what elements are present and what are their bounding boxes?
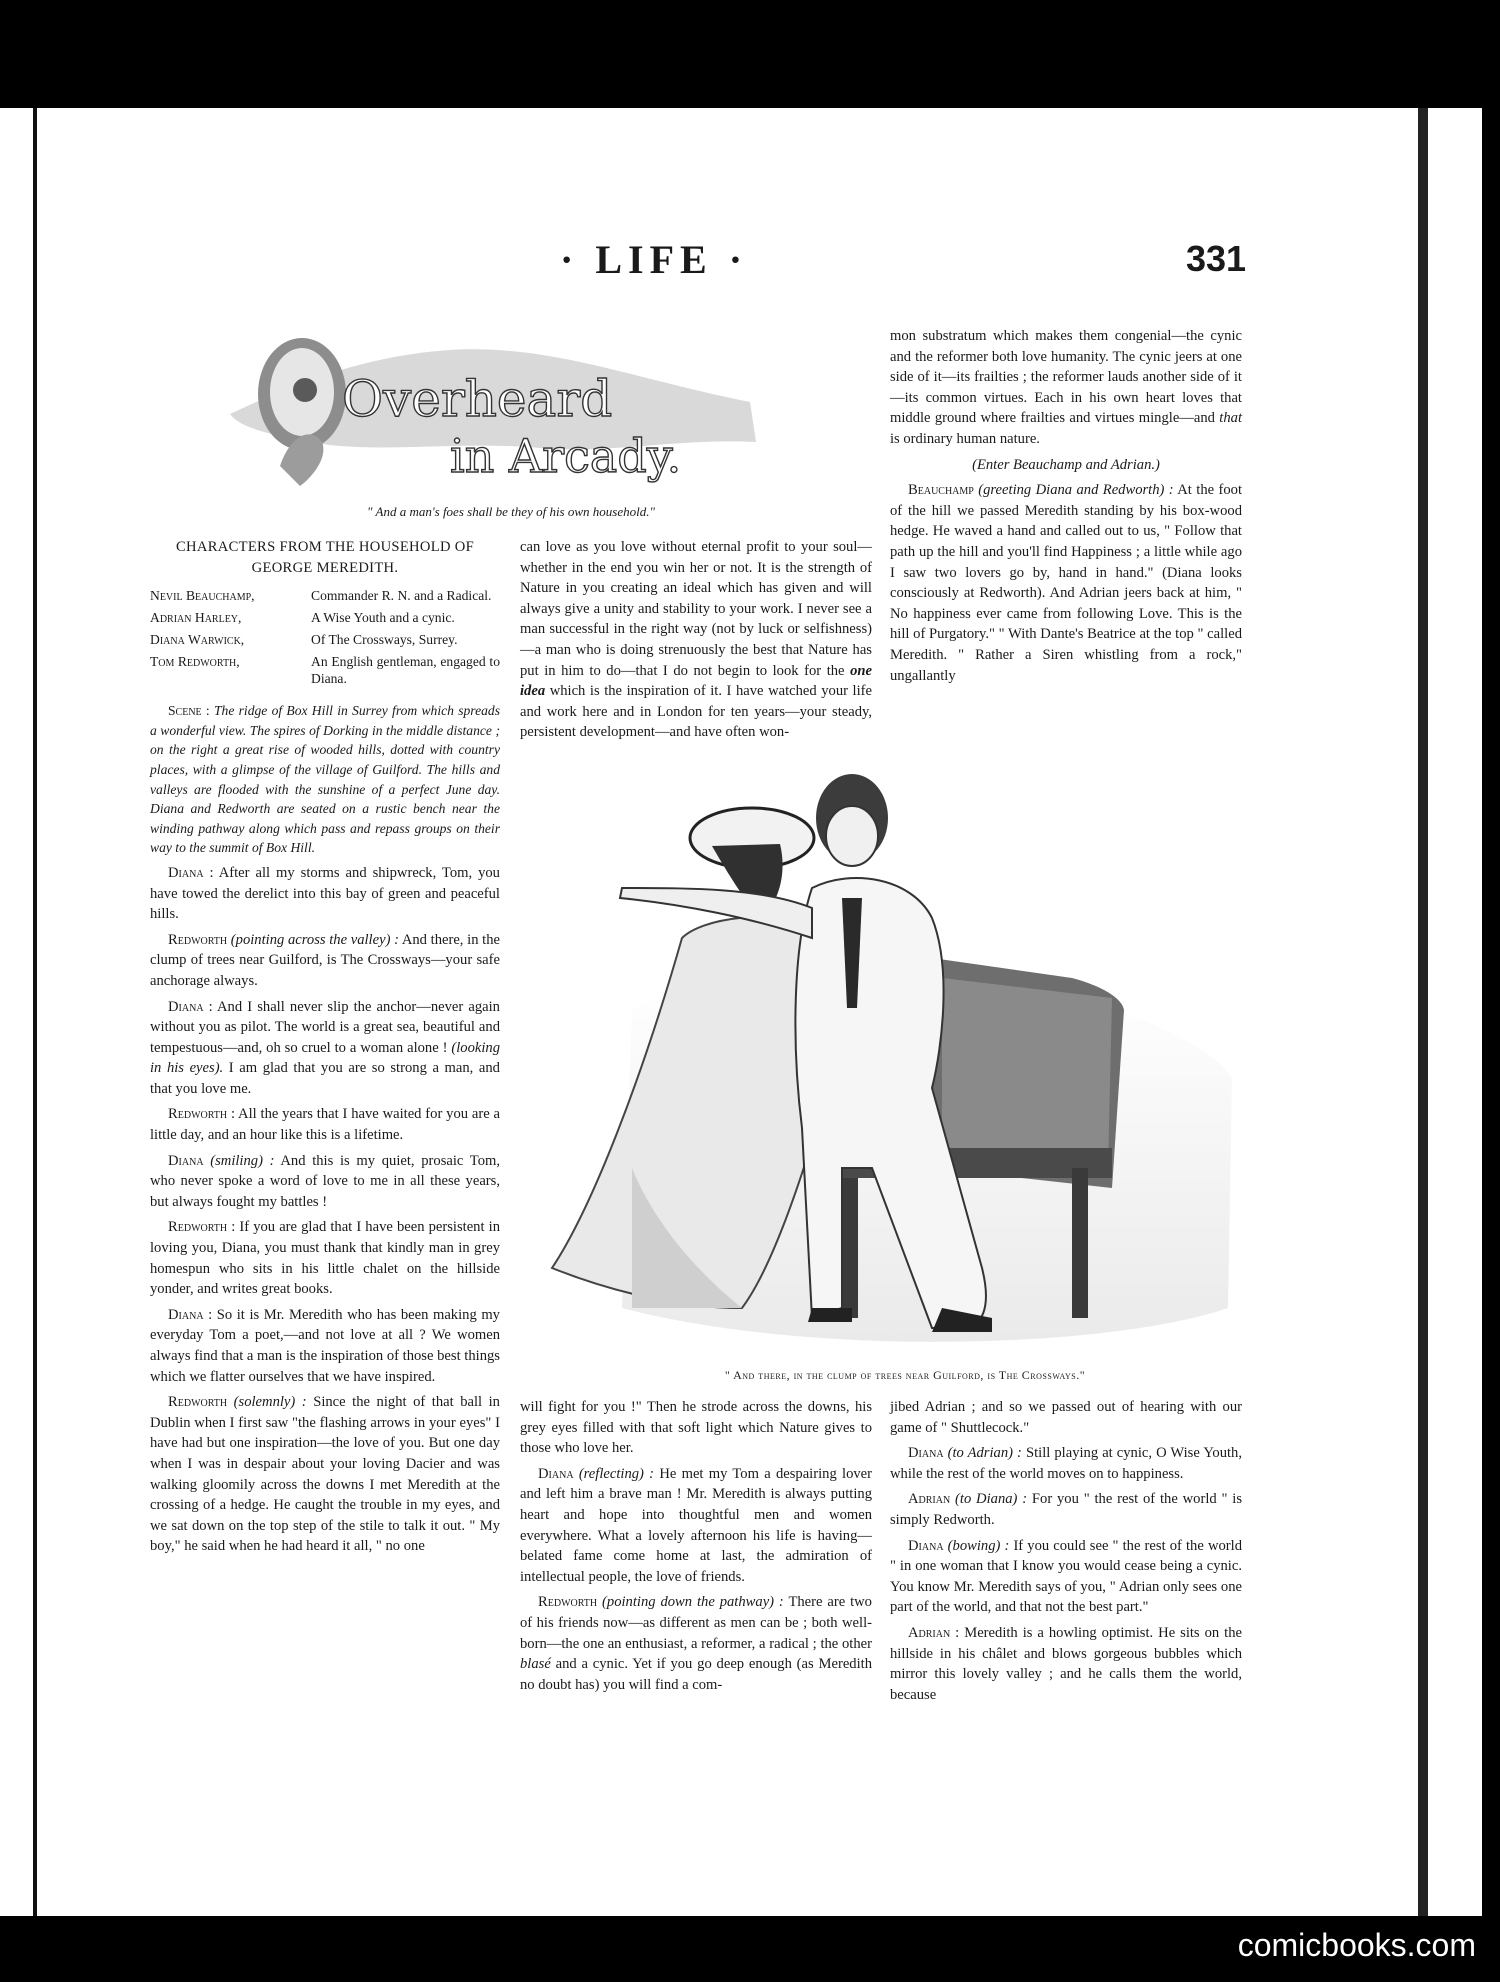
dialogue-text: which is the inspiration of it. I have watched your life and work here and in London for ten years—your steady, persistent development—and have often won- (520, 683, 872, 741)
gutter-line (33, 108, 37, 1916)
column-2-bottom (520, 1397, 872, 1700)
stage-direction: (solemnly) : (227, 1394, 307, 1411)
speaker: Diana : (168, 998, 213, 1015)
character-row (150, 608, 500, 630)
dialogue-paragraph (150, 1151, 500, 1213)
dialogue-text: All the years that I have waited for you are a little day, and an hour like this is a lifetime. (150, 1106, 500, 1144)
speaker: Redworth (168, 1394, 228, 1411)
character-name: Diana Warwick, (150, 632, 245, 648)
dialogue-paragraph (890, 1443, 1242, 1484)
dialogue-text: Since the night of that ball in Dublin when I first saw "the flashing arrows in your eyes" I have had but one inspiration—the love of you. But one day when I was in despair about your loving Dacier and was walking gloomily across the downs I met Meredith at the crossing of a hedge. He caught the trouble in my eyes, and we sat down on the top step of the stile to talk it out. " My boy," he said when he had heard it all, " no one (150, 1394, 500, 1555)
masthead: · LIFE · (560, 237, 749, 282)
speaker: Redworth : (168, 1219, 236, 1236)
dialogue-text: is ordinary human nature. (890, 430, 1040, 447)
character-desc: A Wise Youth and a cynic. (311, 610, 455, 626)
dialogue-text: If you are glad that I have been persistent in loving you, Diana, you must thank that kindly man in grey homespun who sits in his little chalet on the hillside yonder, and writes great books. (150, 1219, 500, 1298)
illustration-caption: " And there, in the clump of trees near Guilford, is The Crossways." (724, 1368, 1086, 1382)
title-line2: in Arcady. (450, 429, 682, 483)
dialogue-text: can love as you love without eternal profit to your soul—whether in the end you win her or not. It is the strength of Nature in you creating an ideal which has given and will always give a unity and stability to your work. I never see a man successful in the right way (not by luck or selfishness)—a man who is doing strenuously the best that Nature has put in him to do—that I do not begin to look for the (520, 539, 872, 679)
dialogue-text: At the foot of the hill we passed Meredith standing by his box-wood hedge. He waved a hand and called out to us, " Follow that path up the hill and you'll find Happiness ; a little while ago I saw two lovers go by, hand in hand." (Diana looks consciously at Redworth). And Adrian jeers back at him, " No happiness ever came from following Love. This is the hill of Purgatory." " With Dante's Beatrice at the top " called Meredith. " Rather a Siren whistling from a rock," ungallantly (890, 482, 1242, 684)
epigraph: " And a man's foes shall be they of his own household." (367, 504, 655, 519)
dialogue-text: After all my storms and shipwreck, Tom, you have towed the derelict into this bay of green and peaceful hills. (150, 864, 500, 923)
dialogue-text: There are two of his friends now—as different as men can be ; both well-born—the one an enthusiast, a reformer, a radical ; the other (520, 1594, 872, 1652)
speaker: Diana : (168, 1306, 213, 1323)
emphasis: one idea (520, 662, 872, 700)
page-number: 331 (1186, 238, 1247, 279)
emphasis: blasé (520, 1656, 551, 1673)
speaker: Diana (168, 1152, 204, 1169)
stage-direction: (to Adrian) : (943, 1445, 1022, 1462)
right-page-edge (1418, 108, 1428, 1916)
dialogue-paragraph (890, 326, 1242, 450)
stage-direction: (bowing) : (943, 1537, 1010, 1554)
stage-direction: (to Diana) : (950, 1491, 1028, 1508)
dialogue-paragraph (520, 1464, 872, 1588)
dialogue-text: I am glad that you are so strong a man, and that you love me. (150, 1060, 500, 1097)
characters-table (150, 586, 500, 691)
dialogue-text: and a cynic. Yet if you go deep enough (as Meredith no doubt has) you will find a com- (520, 1656, 872, 1693)
speaker: Redworth (538, 1594, 598, 1611)
character-row (150, 652, 500, 691)
dialogue-paragraph (150, 930, 500, 992)
speaker: Diana (908, 1537, 944, 1554)
speaker: Redworth (168, 931, 228, 948)
title-illustration (210, 316, 770, 494)
couple-on-bench-illustration (512, 748, 1250, 1356)
dialogue-paragraph (150, 1392, 500, 1557)
character-name: Tom Redworth, (150, 654, 240, 670)
dialogue-text: Still playing at cynic, O Wise Youth, while the rest of the world moves on to happiness. (890, 1445, 1242, 1482)
dialogue-paragraph (150, 997, 500, 1100)
stage-direction: (pointing across the valley) : (227, 931, 399, 948)
dialogue-text: He met my Tom a despairing lover and left him a brave man ! Mr. Meredith is always putting heart and hope into thoughtful men and women everywhere. What a lovely afternoon his life is having—belated fame come home at last, the admiration of intellectual people, the love of friends. (520, 1465, 872, 1585)
scene-label: Scene : (168, 703, 210, 719)
speaker: Adrian : (908, 1624, 960, 1641)
dialogue-text: mon substratum which makes them congenial—the cynic and the reformer both love humanity. The cynic jeers at one side of it—its frailties ; the reformer lauds another side of it—its common virtues. Each in his own heart loves that middle ground where frailties and virtues mingle—and (890, 328, 1242, 427)
site-watermark: comicbooks.com (1237, 1927, 1476, 1963)
dialogue-text: jibed Adrian ; and so we passed out of hearing with our game of " Shuttlecock." (890, 1399, 1242, 1436)
stage-direction: (greeting Diana and Redworth) : (973, 482, 1174, 499)
character-desc: Of The Crossways, Surrey. (311, 632, 458, 648)
column-3-bottom (890, 1397, 1242, 1710)
scene-paragraph (150, 701, 500, 858)
dialogue-paragraph (150, 1305, 500, 1387)
stage-direction: (pointing down the pathway) : (597, 1594, 784, 1611)
dialogue-paragraph (520, 1592, 872, 1695)
dialogue-paragraph (520, 537, 872, 743)
stage-direction-line: (Enter Beauchamp and Adrian.) (972, 456, 1160, 473)
dialogue-text: And I shall never slip the anchor—never again without you as pilot. The world is a great sea, beautiful and tempestuous—and, oh so cruel to a woman alone ! (150, 998, 500, 1056)
speaker: Adrian (908, 1491, 951, 1508)
stage-direction: (reflecting) : (573, 1465, 655, 1482)
character-name: Adrian Harley, (150, 610, 242, 626)
dialogue-text: And this is my quiet, prosaic Tom, who never spoke a word of love to me in all these years, but always fought my battles ! (150, 1152, 500, 1210)
character-name: Nevil Beauchamp, (150, 588, 255, 604)
character-row (150, 586, 500, 608)
speaker: Redworth : (168, 1106, 236, 1123)
scene-text: The ridge of Box Hill in Surrey from which spreads a wonderful view. The spires of Dorking in the middle distance ; on the right a great rise of wooded hills, dotted with country places, with a glimpse of the village of Guilford. The hills and valleys are flooded with the sunshine of a perfect June day. Diana and Redworth are seated on a rustic bench near the winding pathway along which pass and repass groups on their way to the summit of Box Hill. (150, 703, 500, 856)
dialogue-paragraph (890, 1489, 1242, 1530)
dialogue-text: If you could see " the rest of the world " in one woman that I know you would cease being a cynic. You know Mr. Meredith says of you, " Adrian only sees one part of the world, and that not the best part." (890, 1537, 1242, 1616)
dialogue-paragraph (520, 1397, 872, 1459)
dialogue-text: Meredith is a howling optimist. He sits on the hillside in his châlet and blows gorgeous bubbles which mirror this lovely valley ; and he calls them the world, because (890, 1624, 1242, 1703)
dialogue-text: For you " the rest of the world " is simply Redworth. (890, 1491, 1242, 1528)
speaker: Beauchamp (908, 482, 974, 499)
emphasis: that (1219, 410, 1242, 427)
column-1 (150, 537, 500, 1562)
speaker: Diana (908, 1445, 944, 1462)
character-desc: Commander R. N. and a Radical. (311, 588, 492, 604)
speaker: Diana : (168, 864, 214, 881)
dialogue-paragraph (150, 863, 500, 925)
column-3-top (890, 326, 1242, 691)
dialogue-text: And there, in the clump of trees near Guilford, is The Crossways—your safe anchorage always. (150, 931, 500, 989)
left-page-edge (0, 108, 44, 1916)
speaker: Diana (538, 1465, 574, 1482)
character-desc: An English gentleman, engaged to Diana. (311, 654, 500, 687)
dialogue-paragraph (890, 1536, 1242, 1618)
dialogue-paragraph (890, 480, 1242, 686)
dialogue-paragraph (890, 1623, 1242, 1705)
dialogue-paragraph (890, 1397, 1242, 1438)
dialogue-text: So it is Mr. Meredith who has been making my everyday Tom a poet,—and not love at all ? We women always find that a man is the inspiration of those best things which we flatter ourselves that we have inspired. (150, 1306, 500, 1385)
dialogue-paragraph (150, 1217, 500, 1299)
title-line1: Overheard (342, 370, 613, 428)
characters-heading: CHARACTERS FROM THE HOUSEHOLD OF GEORGE MEREDITH. (176, 539, 474, 576)
stage-direction: (looking in his eyes). (150, 1039, 500, 1077)
dialogue-text: will fight for you !" Then he strode across the downs, his grey eyes filled with that soft light which Nature gives to those who love her. (520, 1399, 872, 1457)
stage-direction: (smiling) : (203, 1152, 275, 1169)
character-row (150, 630, 500, 652)
dialogue-paragraph (150, 1104, 500, 1145)
